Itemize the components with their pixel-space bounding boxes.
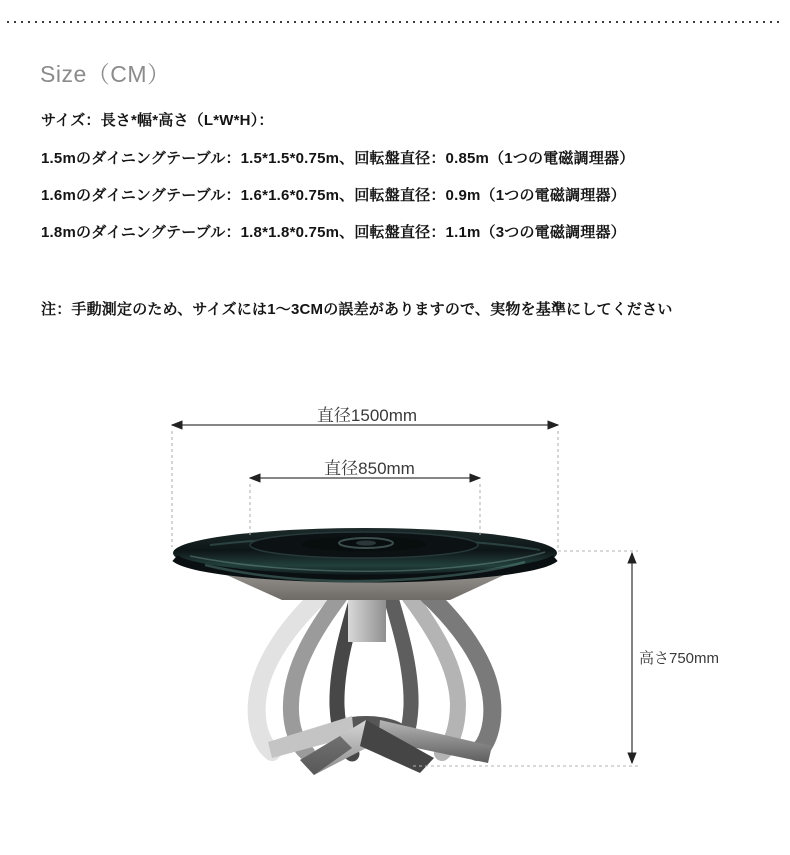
- turntable-diameter-label: 直径850mm: [324, 459, 415, 478]
- outer-diameter-label: 直径1500mm: [316, 406, 418, 425]
- size-spec-line: 1.6mのダイニングテーブル：1.6*1.6*0.75m、回転盤直径：0.9m（1つの電磁調理器）: [41, 187, 626, 204]
- size-spec-line: 1.8mのダイニングテーブル：1.8*1.8*0.75m、回転盤直径：1.1m（3つの電磁調理器）: [41, 224, 626, 241]
- table-turntable: [250, 532, 478, 558]
- size-spec-line: 1.5mのダイニングテーブル：1.5*1.5*0.75m、回転盤直径：0.85m（1つの電磁調理器）: [41, 150, 635, 167]
- page-title: Size（CM）: [40, 61, 171, 87]
- height-label: 高さ750mm: [639, 650, 720, 667]
- size-subtitle: サイズ：長さ*幅*高さ（L*W*H）：: [41, 112, 274, 129]
- table-illustration: [173, 528, 557, 775]
- measurement-note: 注：手動測定のため、サイズには1〜3CMの誤差がありますので、実物を基準にしてください: [41, 301, 673, 318]
